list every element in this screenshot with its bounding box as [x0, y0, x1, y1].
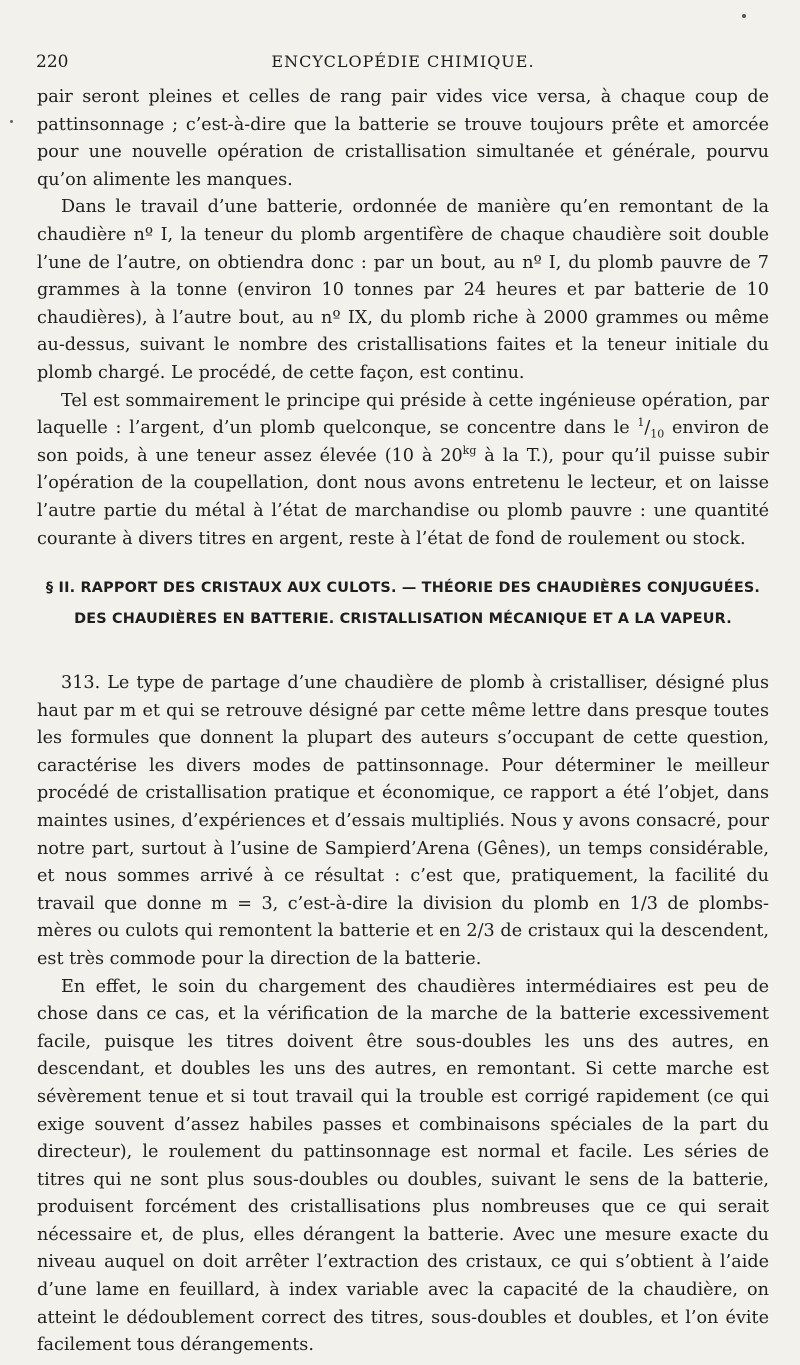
section-heading [37, 573, 769, 635]
running-title: ENCYCLOPÉDIE CHIMIQUE. [271, 52, 535, 71]
page-header [36, 52, 770, 82]
section-heading-line: DES CHAUDIÈRES EN BATTERIE. CRISTALLISATION MÉCANIQUE ET A LA VAPEUR. [74, 611, 732, 627]
section-heading-line: § II. RAPPORT DES CRISTAUX AUX CULOTS. — THÉORIE DES CHAUDIÈRES CONJUGUÉES. [45, 580, 761, 596]
ink-speck [742, 14, 746, 18]
paragraph: En effet, le soin du chargement des chaudières intermédiaires est peu de chose dans ce cas, et la vérification de la marche de la batterie excessivement facile, puisque les titres doivent être sous-doubles les uns des autres, en descendant, et doubles les uns des autres, en remontant. Si cette marche est sévèrement tenue et si tout travail qui la trouble est corrigé rapidement (ce qui exige souvent d’assez habiles passes et combinaisons spéciales de la part du directeur), le roulement du pattinsonnage est normal et facile. Les séries de titres qui ne sont plus sous-doubles ou doubles, suivant le sens de la batterie, produisent forcément des cristallisations plus nombreuses que ce qui serait nécessaire et, de plus, elles dérangent la batterie. Avec une mesure exacte du niveau auquel on doit arrêter l’extraction des cristaux, ce qui s’obtient à l’aide d’une lame en feuillard, à index variable avec la capacité de la chaudière, on atteint le dédoublement correct des titres, sous-doubles et doubles, et l’on évite facilement tous dérangements. [37, 976, 769, 1356]
page-number: 220 [36, 52, 69, 72]
paragraph: Tel est sommairement le principe qui préside à cette ingénieuse opération, par laquelle : l’argent, d’un plomb quelconque, se concentre dans le $^1/_{10}$ environ de son poids, à une teneur assez élevée (10 à $20^{kg}$ à la T.), pour qu’il puisse subir l’opération de la coupellation, dont nous avons entretenu le lecteur, et on laisse l’autre partie du métal à l’état de marchandise ou plomb pauvre : une quantité courante à divers titres en argent, reste à l’état de fond de roulement ou stock. [37, 390, 769, 549]
paragraph: Dans le travail d’une batterie, ordonnée de manière qu’en remontant de la chaudière nº I, la teneur du plomb argentifère de chaque chaudière soit double l’une de l’autre, on obtiendra donc : par un bout, au nº I, du plomb pauvre de 7 grammes à la tonne (environ 10 tonnes par 24 heures et par batterie de 10 chaudières), à l’autre bout, au nº IX, du plomb riche à 2000 grammes ou même au-dessus, suivant le nombre des cristallisations faites et la teneur initiale du plomb chargé. Le procédé, de cette façon, est continu. [37, 197, 769, 383]
text-block-top [37, 84, 769, 553]
fraction-numerator: 1 [637, 416, 645, 430]
unit-superscript: kg [462, 443, 477, 457]
ink-speck [10, 120, 13, 123]
paragraph: 313. Le type de partage d’une chaudière de plomb à cristalliser, désigné plus haut par m et qui se retrouve désigné par cette même lettre dans presque toutes les formules que donnent la plupart des auteurs s’occupant de cette question, caractérise les divers modes de pattinsonnage. Pour déterminer le meilleur procédé de cristallisation pratique et économique, ce rapport a été l’objet, dans maintes usines, d’expériences et d’essais multipliés. Nous y avons consacré, pour notre part, surtout à l’usine de Sampierd’Arena (Gênes), un temps considérable, et nous sommes arrivé à ce résultat : c’est que, pratiquement, la facilité du travail que donne m = 3, c’est-à-dire la division du plomb en 1/3 de plombs-mères ou culots qui remontent la batterie et en 2/3 de cristaux qui la descendent, est très commode pour la direction de la batterie. [37, 673, 769, 969]
text-block-bottom [37, 670, 769, 1360]
fraction-denominator: 10 [650, 427, 665, 441]
paragraph: pair seront pleines et celles de rang pair vides vice versa, à chaque coup de pattinsonnage ; c’est-à-dire que la batterie se trouve toujours prête et amorcée pour une nouvelle opération de cristallisation simultanée et générale, pourvu qu’on alimente les manques. [37, 87, 769, 190]
